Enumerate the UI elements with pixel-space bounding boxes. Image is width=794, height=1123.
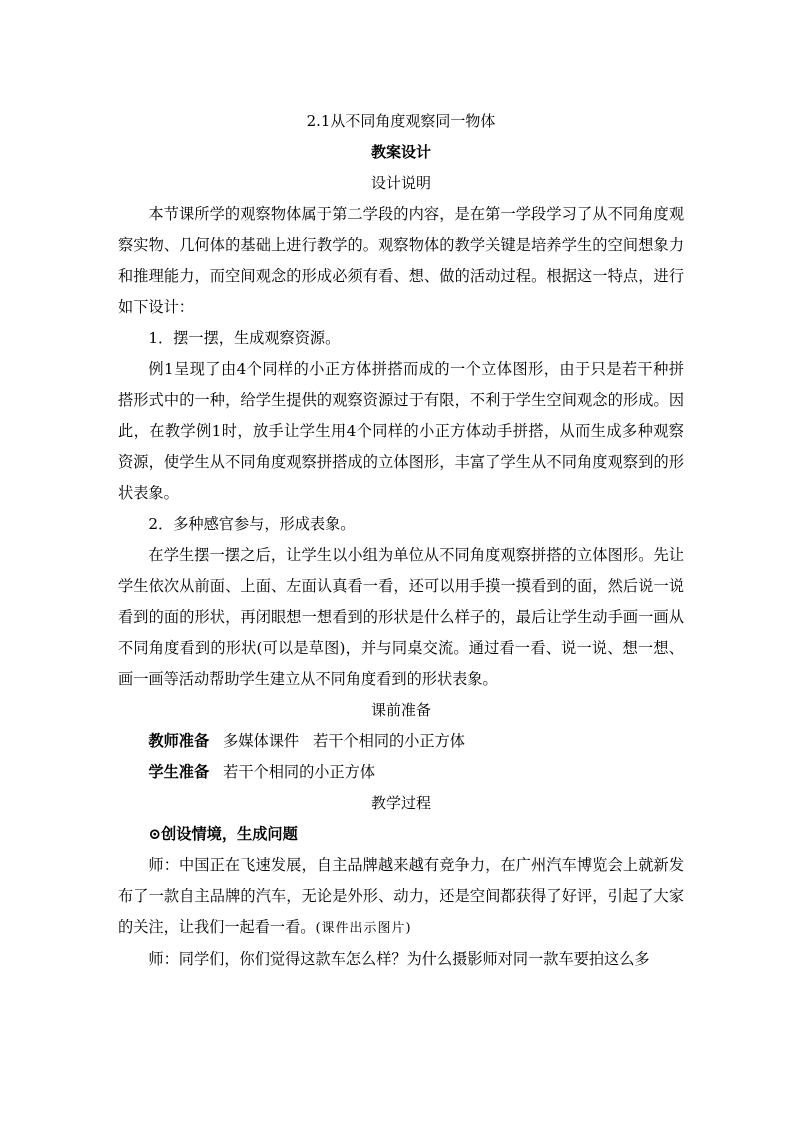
teacher-item-courseware: 多媒体课件 [223, 732, 300, 750]
teacher-intro-text: 师：中国正在飞速发展，自主品牌越来越有竞争力，在广州汽车博览会上就新发布了一款自主品牌的汽车，无论是外形、动力，还是空间都获得了好评，引起了大家的关注，让我们一起看一看。 [118, 856, 684, 936]
section-heading-lesson-plan: 教案设计 [370, 143, 431, 161]
paragraph-design-intro: 本节课所学的观察物体属于第二学段的内容，是在第一学段学习了从不同角度观察实物、几何体的基础上进行教学的。观察物体的教学关键是培养学生的空间想象力和推理能力，而空间观念的形成必须有看、想、做的活动过程。根据这一特点，进行如下设计： [118, 205, 684, 316]
teacher-preparation [118, 726, 684, 757]
document-title: 2.1从不同角度观察同一物体 [306, 112, 496, 130]
student-item-cubes: 若干个相同的小正方体 [223, 763, 376, 781]
paragraph-example-1: 例1呈现了由4个同样的小正方体拼搭而成的一个立体图形，由于只是若干种拼搭形式中的一种，给学生提供的观察资源过于有限，不利于学生空间观念的形成。因此，在教学例1时，放手让学生用4个同样的小正方体动手拼搭，从而生成多种观察资源，使学生从不同角度观察拼搭成的立体图形，丰富了学生从不同角度观察到的形状表象。 [118, 360, 684, 502]
process-step-1: ⊙创设情境，生成问题 [148, 825, 298, 843]
teacher-item-cubes: 若干个相同的小正方体 [313, 732, 465, 750]
design-point-2: 2．多种感官参与，形成表象。 [148, 515, 356, 533]
document-page [118, 106, 684, 975]
student-preparation-label: 学生准备 [148, 763, 210, 781]
paragraph-teacher-intro [118, 850, 684, 944]
section-heading-preparation: 课前准备 [370, 701, 431, 719]
courseware-note: (课件出示图片) [315, 921, 412, 936]
design-point-1: 1．摆一摆，生成观察资源。 [148, 329, 341, 347]
paragraph-senses: 在学生摆一摆之后，让学生以小组为单位从不同角度观察拼搭的立体图形。先让学生依次从前面、上面、左面认真看一看，还可以用手摸一摸看到的面，然后说一说看到的面的形状，再闭眼想一想看到的形状是什么样子的，最后让学生动手画一画从不同角度看到的形状(可以是草图)，并与同桌交流。通过看一看、说一说、想一想、画一画等活动帮助学生建立从不同角度看到的形状表象。 [118, 546, 684, 688]
paragraph-teacher-question: 师：同学们，你们觉得这款车怎么样？为什么摄影师对同一款车要拍这么多 [148, 950, 650, 968]
teacher-preparation-label: 教师准备 [148, 732, 210, 750]
section-heading-design-notes: 设计说明 [370, 174, 431, 192]
section-heading-process: 教学过程 [370, 794, 431, 812]
student-preparation [118, 757, 684, 788]
